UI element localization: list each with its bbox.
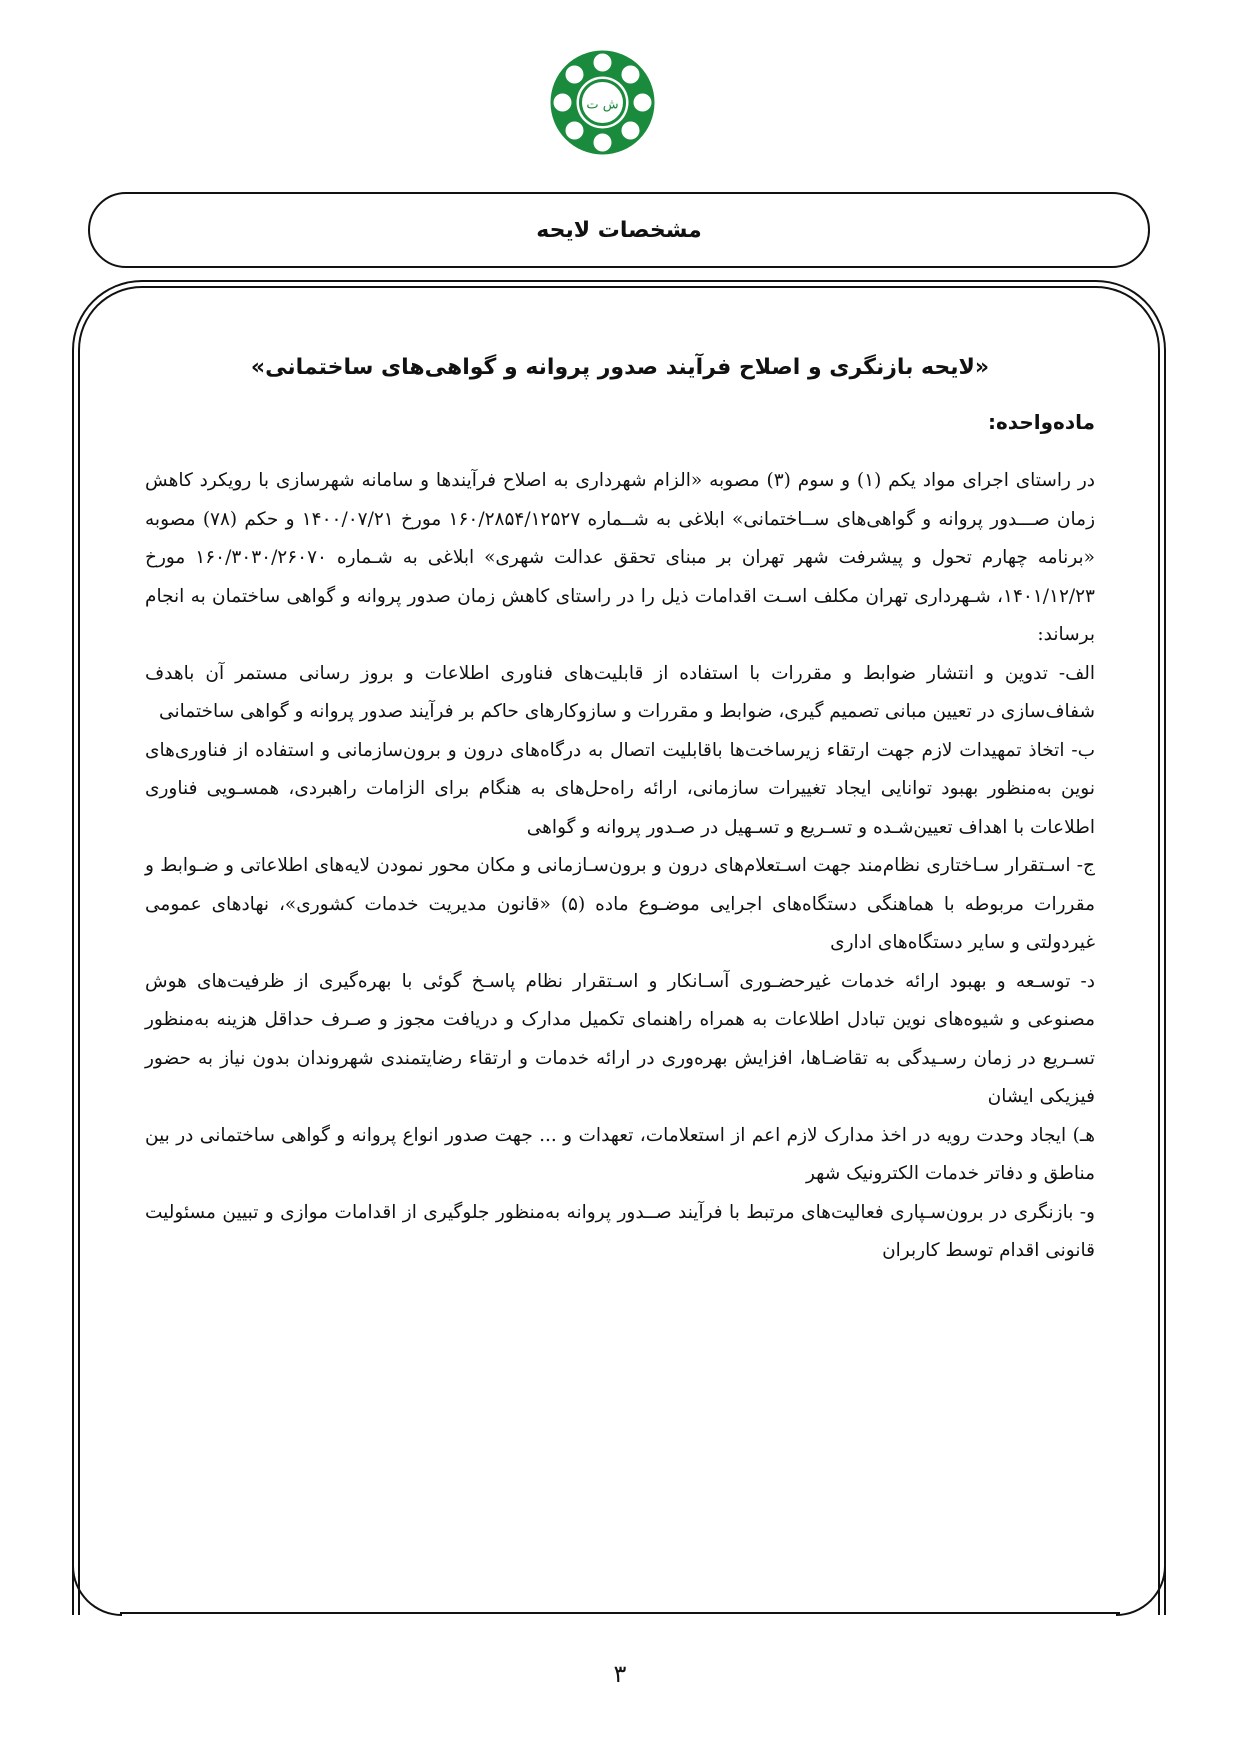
section-header-title: مشخصات لایحه [536,217,702,243]
document-title: «لایحه بازنگری و اصلاح فرآیند صدور پروانه و گواهی‌های ساختمانی» [250,355,990,380]
clause-he: هـ) ایجاد وحدت رویه در اخذ مدارک لازم اعم از استعلامات، تعهدات و ... جهت صدور انواع پروانه و گواهی ساختمانی در بین مناطق و دفاتر خدمات الکترونیک شهر [145,1124,1095,1184]
clause-jim: ج- اسـتقرار سـاختاری نظام‌مند جهت اسـتعلام‌های درون و برون‌سـازمانی و مکان محور نمودن لایه‌های اطلاعاتی و ضـوابط و مقررات مربوطه با هماهنگی دستگاه‌های اجرایی موضـوع ماده (۵) «قانون مدیریت خدمات کشوری»، نهادهای عمومی غیردولتی و سایر دستگاه‌های اداری [145,855,1095,953]
section-header [88,192,1150,268]
article-label: ماده‌واحده: [987,410,1095,434]
clause-dal: د- توسـعه و بهبود ارائه خدمات غیرحضـوری آسـانکار و اسـتقرار نظام پاسـخ گوئی با بهره‌گیری از ظرفیت‌های هوش مصنوعی و شیوه‌های نوین تبادل اطلاعات به همراه راهنمای تکمیل مدارک و دریافت مجوز و صـرف حداقل هزینه به‌منظور تسـریع در زمان رسـیدگی به تقاضـاها، افزایش بهره‌وری در ارائه خدمات و ارتقاء رضایتمندی شهروندان بدون نیاز به حضور فیزیکی ایشان [145,970,1095,1107]
clause-alef: الف- تدوین و انتشار ضوابط و مقررات با استفاده از قابلیت‌های فناوری اطلاعات و بروز رسانی مستمر آن باهدف شفاف‌سازی در تعیین مبانی تصمیم گیری، ضوابط و مقررات و سازوکارهای حاکم بر فرآیند صدور پروانه و گواهی ساختمانی [145,662,1095,722]
logo-emblem-icon [545,45,660,160]
page-number: ۳ [613,1660,627,1688]
svg-text:ش ت: ش ت [586,97,619,113]
tehran-municipality-logo [545,45,660,160]
intro-paragraph: در راستای اجرای مواد یکم (۱) و سوم (۳) مصوبه «الزام شهرداری به اصلاح فرآیندها و سامانه شهرسازی با رویکرد کاهش زمان صـــدور پروانه و گواهی‌های ســاختمانی» ابلاغی به شــماره ۱۶۰/۲۸۵۴/۱۲۵۲۷ مورخ ۱۴۰۰/۰۷/۲۱ و حکم (۷۸) مصوبه «برنامه چهارم تحول و پیشرفت شهر تهران بر مبنای تحقق عدالت شهری» ابلاغی به شـماره ۱۶۰/۳۰۳۰/۲۶۰۷۰ مورخ ۱۴۰۱/۱۲/۲۳، شـهرداری تهران مکلف اسـت اقدامات ذیل را در راستای کاهش زمان صدور پروانه و گواهی ساختمان به انجام برساند: [145,470,1096,645]
frame-bottom-border [120,1612,1120,1614]
clause-be: ب- اتخاذ تمهیدات لازم جهت ارتقاء زیرساخت‌ها باقابلیت اتصال به درگاه‌های درون و برون‌سازمانی و استفاده از فناوری‌های نوین به‌منظور بهبود توانایی ایجاد تغییرات سازمانی، ارائه راه‌حل‌های به هنگام برای الزامات راهبردی، همسـویی فناوری اطلاعات با اهداف تعیین‌شـده و تسـریع و تسـهیل در صـدور پروانه و گواهی [145,739,1095,838]
clause-vav: و- بازنگری در برون‌سـپاری فعالیت‌های مرتبط با فرآیند صــدور پروانه به‌منظور جلوگیری از اقدامات موازی و تبیین مسئولیت قانونی اقدام توسط کاربران [145,1201,1095,1261]
document-body [145,355,1095,1271]
